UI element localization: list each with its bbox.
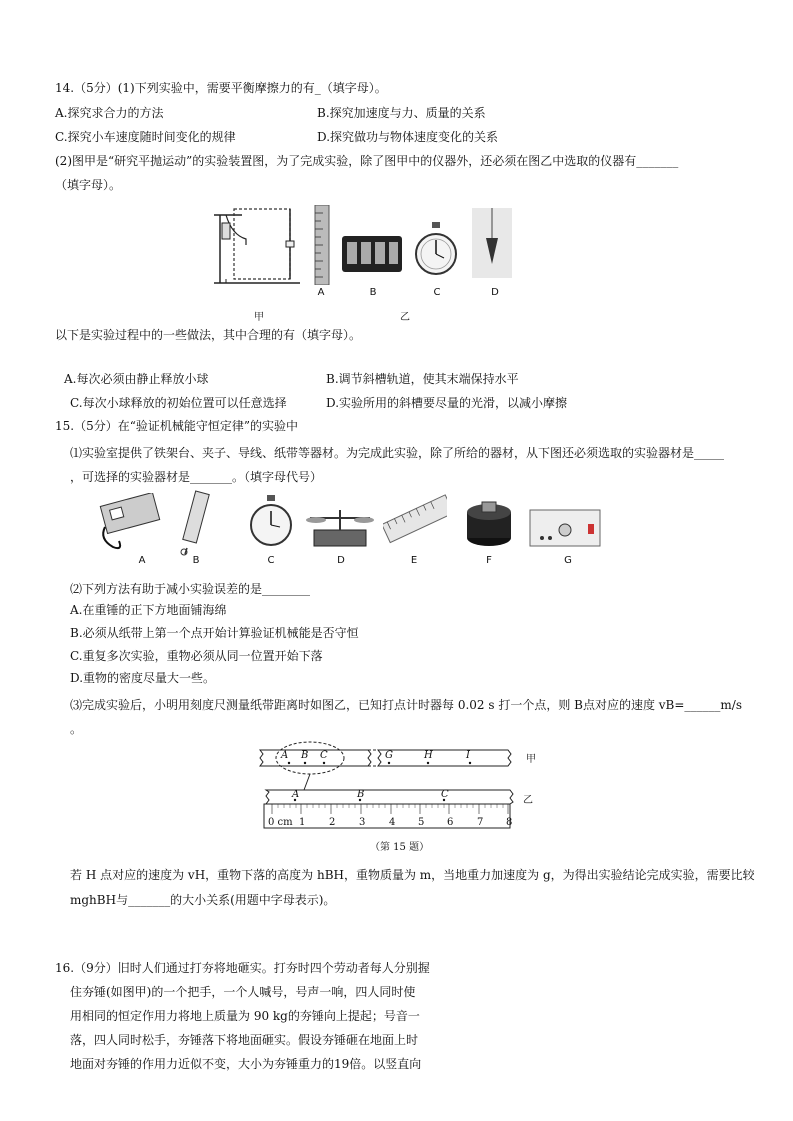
figure-yi-label: 乙 <box>400 312 410 323</box>
ruler-yi-label: 乙 <box>523 795 533 806</box>
timer-icon <box>93 493 161 555</box>
q14-part3-option-b: B.调节斜槽轨道，使其末端保持水平 <box>326 372 519 386</box>
q16-line3: 用相同的恒定作用力将地上质量为 90 kg的夯锤向上提起；号音一 <box>70 1009 420 1023</box>
ruler-tick-3: 3 <box>359 817 366 828</box>
q14-part2-line1: (2)图甲是“研究平抛运动”的实验装置图，为了完成实验，除了图甲中的仪器外，还必须在图乙中选取的仪器有_______ <box>55 154 679 168</box>
q14-part2-line2: （填字母）。 <box>55 178 122 192</box>
tape-label-h: H <box>424 750 433 761</box>
q15-part4-line2: mghBH与_______的大小关系(用题中字母表示)。 <box>70 893 336 907</box>
q16-line4: 落，四人同时松手，夯锤落下将地面砸实。假设夯锤砸在地面上时 <box>70 1033 419 1047</box>
tape-label-i: I <box>466 750 470 761</box>
q14-part3-option-c: C.每次小球释放的初始位置可以任意选择 <box>70 396 287 410</box>
tape-label-a: A <box>281 750 289 761</box>
ruler-tick-1: 1 <box>299 817 306 828</box>
weights-set-icon <box>341 232 403 274</box>
stopwatch-icon <box>248 495 294 549</box>
ruler-tick-0: 0 cm <box>268 817 293 828</box>
q14-part3-stem: 以下是实验过程中的一些做法，其中合理的有（填字母）。 <box>55 328 362 342</box>
tape-label-c: C <box>320 750 328 761</box>
label-d: D <box>337 555 345 566</box>
ruler-label-c: C <box>441 789 449 800</box>
ruler-tick-2: 2 <box>329 817 336 828</box>
ruler-icon <box>313 205 331 285</box>
q15-part1-line1: ⑴实验室提供了铁架台、夹子、导线、纸带等器材。为完成此实验，除了所给的器材，从下图还必须选取的实验器材是_____ <box>70 446 725 460</box>
q15-part2-stem: ⑵下列方法有助于减小实验误差的是________ <box>70 582 311 596</box>
balance-scale-icon <box>304 502 376 548</box>
q14-option-c: C.探究小车速度随时间变化的规律 <box>55 130 236 144</box>
q14-option-d: D.探究做功与物体速度变化的关系 <box>317 130 499 144</box>
ruler-tick-8: 8 <box>506 817 513 828</box>
figure-caption: （第 15 题） <box>370 842 430 853</box>
figure-jia-label: 甲 <box>254 312 264 323</box>
q15-part1-line2: ，可选择的实验器材是_______。（填字母代号） <box>70 470 323 484</box>
label-b: B <box>369 287 377 298</box>
q16-line1: 16.（9分）旧时人们通过打夯将地砸实。打夯时四个劳动者每人分别握 <box>55 961 430 975</box>
q15-part2-option-a: A.在重锤的正下方地面铺海绵 <box>70 603 227 617</box>
label-d: D <box>491 287 499 298</box>
q15-part4-line1: 若 H 点对应的速度为 vH，重物下落的高度为 hBH，重物质量为 m，当地重力加速度为 g，为得出实验结论完成实验，需要比较 <box>70 868 755 882</box>
ruler-tick-7: 7 <box>477 817 484 828</box>
tape-label-b: B <box>301 750 309 761</box>
plumb-bob-icon <box>472 208 512 278</box>
projectile-apparatus-figure <box>212 205 302 287</box>
q14-stem: 14.（5分）(1)下列实验中，需要平衡摩擦力的有_（填字母）。 <box>55 81 387 95</box>
ruler-label-b: B <box>357 789 365 800</box>
ruler-tick-4: 4 <box>389 817 396 828</box>
q15-part2-option-d: D.重物的密度尽量大一些。 <box>70 671 216 685</box>
q16-line2: 住夯锤(如图甲)的一个把手，一个人喊号，号声一响，四人同时使 <box>70 985 416 999</box>
q16-line5: 地面对夯锤的作用力近似不变，大小为夯锤重力的19倍。以竖直向 <box>70 1057 422 1071</box>
power-supply-icon <box>528 508 602 548</box>
ruler-tick-6: 6 <box>447 817 454 828</box>
ruler-tick-5: 5 <box>418 817 425 828</box>
stopwatch-icon <box>414 222 458 278</box>
q15-stem: 15.（5分）在“验证机械能守恒定律”的实验中 <box>55 419 298 433</box>
q15-part2-option-c: C.重复多次实验，重物必须从同一位置开始下落 <box>70 649 323 663</box>
tape-jia-label: 甲 <box>526 754 536 765</box>
weight-icon <box>464 498 514 550</box>
label-e: E <box>410 555 418 566</box>
q14-part3-option-d: D.实验所用的斜槽要尽量的光滑，以减小摩擦 <box>326 396 568 410</box>
label-c: C <box>267 555 275 566</box>
ruler-icon <box>383 490 447 552</box>
q14-option-a: A.探究求合力的方法 <box>55 106 164 120</box>
tape-label-g: G <box>385 750 393 761</box>
q15-part3-line2: 。 <box>70 722 83 736</box>
label-a: A <box>138 555 146 566</box>
label-a: A <box>317 287 325 298</box>
spring-scale-icon <box>177 490 219 556</box>
label-b: B <box>192 555 200 566</box>
q14-option-b: B.探究加速度与力、质量的关系 <box>317 106 486 120</box>
ruler-label-a: A <box>292 789 300 800</box>
q14-part3-option-a: A.每次必须由静止释放小球 <box>64 372 209 386</box>
q15-part2-option-b: B.必须从纸带上第一个点开始计算验证机械能是否守恒 <box>70 626 359 640</box>
label-f: F <box>486 555 492 566</box>
label-c: C <box>433 287 441 298</box>
label-g: G <box>564 555 572 566</box>
q15-part3-line1: ⑶完成实验后，小明用刻度尺测量纸带距离时如图乙，已知打点计时器每 0.02 s 打一个点，则 B点对应的速度 vB=______m/s <box>70 698 743 712</box>
